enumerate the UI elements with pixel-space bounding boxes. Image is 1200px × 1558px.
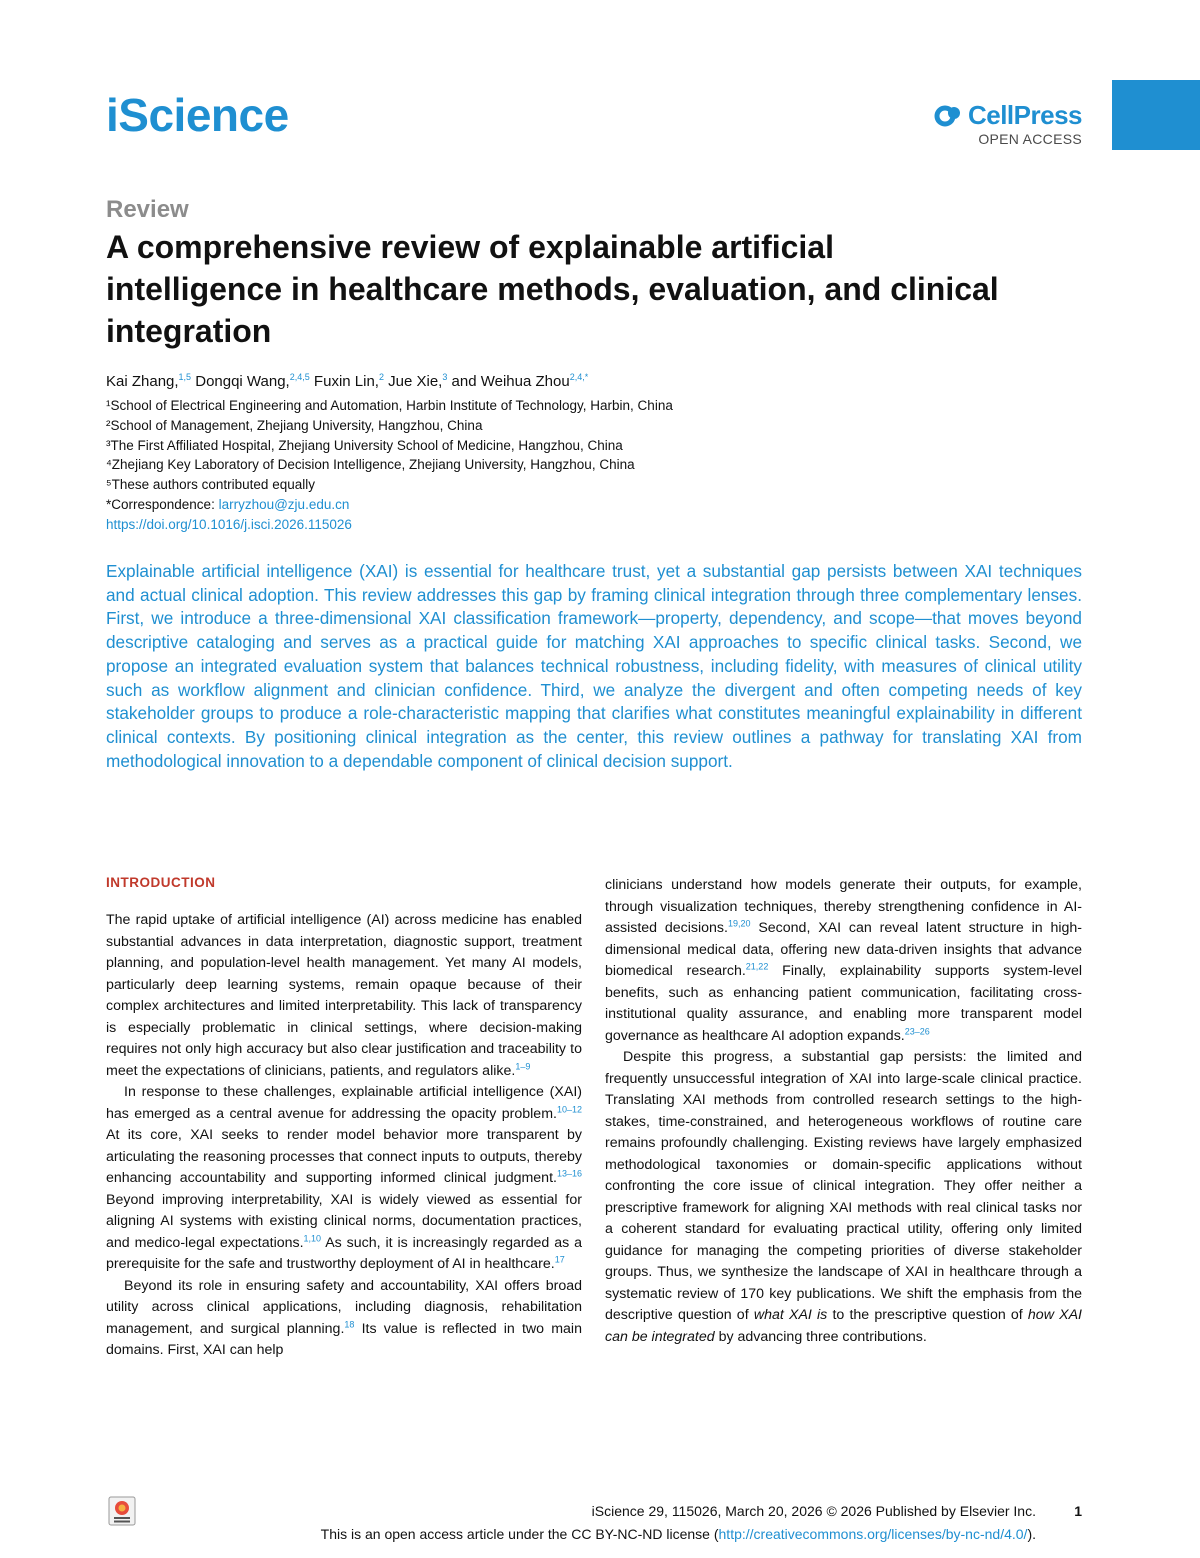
affiliation: ³The First Affiliated Hospital, Zhejiang University School of Medicine, Hangzhou, China xyxy=(106,437,623,453)
affiliation: ⁵These authors contributed equally xyxy=(106,477,315,493)
paragraph-text: At its core, XAI seeks to render model behavior more transparent by articulating the reasoning processes that connect inputs to outputs, thereby enhancing accountability and supporting informed clinical judgment. xyxy=(106,1127,582,1186)
body-column-left xyxy=(106,875,582,1362)
author-list xyxy=(106,372,588,390)
correspondence-label: *Correspondence: xyxy=(106,496,219,512)
abstract: Explainable artificial intelligence (XAI) is essential for healthcare trust, yet a substantial gap persists between XAI techniques and actual clinical adoption. This review addresses this gap by framing clinical integration through three complementary lenses. First, we introduce a three-dimensional XAI classification framework—property, dependency, and scope—that moves beyond descriptive cataloging and serves as a practical guide for matching XAI approaches to specific clinical tasks. Second, we propose an integrated evaluation system that balances technical robustness, including fidelity, with measures of clinical utility such as workflow alignment and clinician confidence. Third, we analyze the divergent and often competing needs of key stakeholder groups to produce a role-characteristic mapping that clarifies what constitutes meaningful explainability in different clinical contexts. By positioning clinical integration as the center, this review outlines a pathway for translating XAI from methodological innovation to a dependable component of clinical decision support. xyxy=(106,561,1082,771)
paragraph xyxy=(106,1082,582,1276)
paragraph-text: Beyond its role in ensuring safety and accountability, XAI offers broad utility across clinical applications, including diagnosis, rehabilitation management, and surgical planning. xyxy=(106,1277,582,1337)
author-name: Dongqi Wang, xyxy=(191,373,290,390)
corner-tab xyxy=(1112,80,1200,150)
paragraph xyxy=(106,1276,582,1362)
paragraph-text: In response to these challenges, explainable artificial intelligence (XAI) has emerged as a central avenue for addressing the opacity problem. xyxy=(106,1084,582,1122)
license-end: ). xyxy=(1027,1526,1036,1542)
emphasis: what XAI is xyxy=(753,1307,828,1323)
citation-ref[interactable]: 17 xyxy=(554,1254,565,1265)
author-affil-ref[interactable]: 1,5 xyxy=(178,372,192,382)
publisher-name: CellPress xyxy=(967,100,1082,130)
paragraph xyxy=(605,1047,1082,1348)
citation-ref[interactable]: 21,22 xyxy=(745,961,769,972)
citation-ref[interactable]: 1–9 xyxy=(515,1060,531,1071)
article-type: Review xyxy=(106,196,189,223)
affiliation: ¹School of Electrical Engineering and Automation, Harbin Institute of Technology, Harbin, China xyxy=(106,398,673,413)
license-text: This is an open access article under the CC BY-NC-ND license ( xyxy=(320,1526,719,1542)
citation-ref[interactable]: 13–16 xyxy=(556,1168,582,1179)
cellpress-icon xyxy=(934,103,964,129)
license-link[interactable]: http://creativecommons.org/licenses/by-nc-nd/4.0/ xyxy=(718,1526,1028,1542)
article-title: A comprehensive review of explainable artificial intelligence in healthcare methods, evaluation, and clinical integration xyxy=(106,229,999,349)
citation-ref[interactable]: 10–12 xyxy=(556,1103,582,1114)
license-line xyxy=(321,1526,1036,1542)
publisher-block xyxy=(934,100,1082,147)
section-heading: INTRODUCTION xyxy=(106,875,216,890)
citation-ref[interactable]: 1,10 xyxy=(303,1232,322,1243)
page-number: 1 xyxy=(1074,1503,1082,1519)
paragraph-text: to the prescriptive question of xyxy=(827,1307,1028,1323)
citation-line: iScience 29, 115026, March 20, 2026 © 2026 Published by Elsevier Inc. xyxy=(591,1503,1036,1519)
citation-ref[interactable]: 23–26 xyxy=(904,1025,930,1036)
author-name: Fuxin Lin, xyxy=(309,373,379,390)
paragraph-text: Finally, explainability supports system-level benefits, such as enhancing patient communication, facilitating cross-institutional quality assurance, and enabling more transparent model governance as healthcare AI adoption expands. xyxy=(605,963,1082,1044)
publisher-logo xyxy=(934,100,1082,131)
paragraph-text: Beyond improving interpretability, XAI is widely viewed as essential for aligning AI systems with existing clinical norms, documentation practices, and medico-legal expectations. xyxy=(106,1191,582,1251)
journal-title: iScience xyxy=(106,89,289,141)
paragraph-text: Its value is reflected in two main domains. First, XAI can help xyxy=(106,1320,582,1358)
author-name: and Weihua Zhou xyxy=(447,373,570,390)
author-affil-ref[interactable]: 2,4,* xyxy=(569,372,589,382)
paragraph xyxy=(106,910,582,1082)
affiliation: ²School of Management, Zhejiang University, Hangzhou, China xyxy=(106,417,483,433)
author-name: Jue Xie, xyxy=(383,373,443,390)
author-affil-ref[interactable]: 2 xyxy=(378,372,384,382)
paragraph xyxy=(605,875,1082,1047)
check-for-updates-icon[interactable] xyxy=(108,1496,136,1526)
emphasis: how XAI can be integrated xyxy=(605,1307,1082,1345)
paragraph-text: Second, XAI can reveal latent structure in high-dimensional medical data, offering new data-driven insights that advance biomedical research. xyxy=(605,920,1083,979)
author-name: Kai Zhang, xyxy=(106,373,179,390)
paragraph-text: As such, it is increasingly regarded as a prerequisite for the safe and trustworthy deployment of AI in healthcare. xyxy=(106,1234,583,1272)
paragraph-text: by advancing three contributions. xyxy=(714,1328,927,1345)
paragraph-text: The rapid uptake of artificial intelligence (AI) across medicine has enabled substantial advances in data interpretation, diagnostic support, treatment planning, and population-level health management. Yet many AI models, particularly deep learning systems, remain opaque because of their complex architectures and limited interpretability. This lack of transparency is especially problematic in clinical settings, where decision-making requires not only high accuracy but also clear justification and traceability to meet the expectations of clinicians, patients, and regulators alike. xyxy=(106,912,582,1079)
author-affil-ref[interactable]: 3 xyxy=(442,372,448,382)
paragraph-text: Despite this progress, a substantial gap persists: the limited and frequently unsuccessful integration of XAI into large-scale clinical practice. Translating XAI methods from controlled research settings to the high-stakes, time-constrained, and heterogeneous workflows of routine care remains profoundly challenging. Existing reviews have largely emphasized methodological taxonomies or domain-specific applications without confronting the core issue of clinical integration. They offer neither a prescriptive framework for aligning XAI methods with real clinical tasks nor a coherent standard for evaluating practical utility, offering only limited guidance for managing the competing priorities of diverse stakeholder groups. Thus, we synthesize the landscape of XAI in healthcare through a systematic review of 170 key publications. We shift the emphasis from the descriptive question of xyxy=(605,1049,1082,1323)
body-column-right xyxy=(605,875,1082,1348)
open-access-label: OPEN ACCESS xyxy=(978,131,1082,147)
citation-ref[interactable]: 19,20 xyxy=(727,918,751,929)
doi-link[interactable]: https://doi.org/10.1016/j.isci.2026.115026 xyxy=(106,516,352,532)
author-affil-ref[interactable]: 2,4,5 xyxy=(289,372,310,382)
citation-ref[interactable]: 18 xyxy=(344,1318,355,1329)
correspondence xyxy=(106,495,673,515)
affiliations xyxy=(106,396,673,535)
correspondence-email-link[interactable]: larryzhou@zju.edu.cn xyxy=(218,496,350,512)
paragraph-text: clinicians understand how models generate their outputs, for example, through visualization techniques, thereby strengthening confidence in AI-assisted decisions. xyxy=(605,877,1082,936)
affiliation: ⁴Zhejiang Key Laboratory of Decision Intelligence, Zhejiang University, Hangzhou, China xyxy=(106,457,635,473)
